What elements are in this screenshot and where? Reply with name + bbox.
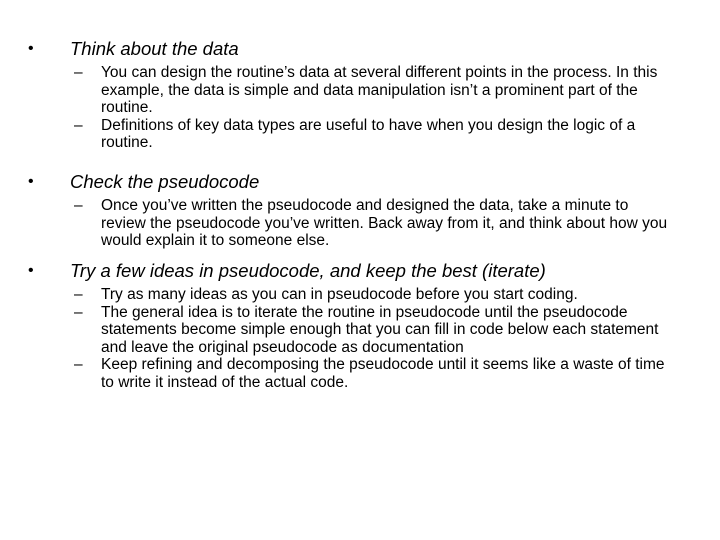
bullet-heading [28,260,690,282]
dash-marker: – [74,286,83,303]
bullet-think-about-data [0,38,720,152]
bullet-try-ideas [0,260,720,392]
bullet-title: Think about the data [70,38,239,59]
sub-item [74,356,670,391]
dash-marker: – [74,64,83,81]
bullet-marker: • [28,262,34,279]
bullet-check-pseudocode [0,171,720,250]
sub-list [0,64,720,152]
sub-item-text: The general idea is to iterate the routine in pseudocode until the pseudocode statements become simple enough that you can fill in code below each statement and leave the original pseudocode as documentation [101,303,659,356]
sub-item [74,116,670,152]
sub-list [0,197,720,250]
sub-item [74,286,670,304]
bullet-title: Check the pseudocode [70,171,260,192]
dash-marker: – [74,356,83,374]
sub-item [74,64,670,117]
sub-item-text: Keep refining and decomposing the pseudocode until it seems like a waste of time to write it instead of the actual code. [101,356,665,391]
bullet-marker: • [28,40,34,57]
dash-marker: – [74,197,83,214]
sub-list [0,286,720,392]
sub-item-text: You can design the routine’s data at several different points in the process. In this example, the data is simple and data manipulation isn’t a prominent part of the routine. [101,64,658,117]
bullet-heading [28,38,690,60]
dash-marker: – [74,303,83,321]
sub-item-text: Try as many ideas as you can in pseudocode before you start coding. [101,286,578,303]
dash-marker: – [74,116,83,134]
bullet-marker: • [28,173,34,190]
sub-item-text: Once you’ve written the pseudocode and designed the data, take a minute to review the pseudocode you’ve written. Back away from it, and think about how you would explain it to someone else. [101,197,668,250]
sub-item [74,197,670,250]
sub-item-text: Definitions of key data types are useful to have when you design the logic of a routine. [101,116,636,152]
sub-item [74,303,670,357]
bullet-title: Try a few ideas in pseudocode, and keep the best (iterate) [70,260,546,281]
bullet-heading [28,171,690,193]
